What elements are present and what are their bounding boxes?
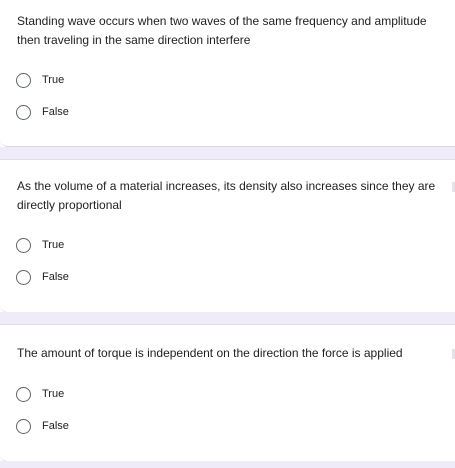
option-label: True (42, 388, 65, 400)
option-label: False (42, 420, 69, 432)
question-text-2: As the volume of a material increases, its density also increases since they are directly proportional (17, 179, 436, 212)
option-label: True (42, 74, 65, 86)
radio-button-icon[interactable] (16, 105, 31, 120)
option-false-1[interactable] (16, 103, 69, 121)
card-separator (0, 312, 455, 324)
question-card-3 (0, 324, 455, 462)
question-text-1: Standing wave occurs when two waves of the same frequency and amplitude then traveling in the same direction interfere (17, 14, 427, 47)
question-text-3: The amount of torque is independent on the direction the force is applied (17, 346, 403, 360)
option-true-2[interactable] (16, 236, 64, 254)
card-separator (0, 147, 455, 159)
option-label: False (42, 271, 69, 283)
radio-button-icon[interactable] (16, 270, 31, 285)
radio-button-icon[interactable] (16, 73, 31, 88)
radio-button-icon[interactable] (16, 238, 31, 253)
option-true-3[interactable] (16, 385, 64, 403)
question-card-2 (0, 159, 455, 313)
option-false-3[interactable] (16, 417, 69, 435)
radio-button-icon[interactable] (16, 419, 31, 434)
card-separator (0, 461, 455, 468)
question-card-1 (0, 0, 455, 147)
radio-button-icon[interactable] (16, 387, 31, 402)
option-label: True (42, 239, 65, 251)
option-false-2[interactable] (16, 268, 69, 286)
option-true-1[interactable] (16, 71, 64, 89)
option-label: False (42, 106, 69, 118)
